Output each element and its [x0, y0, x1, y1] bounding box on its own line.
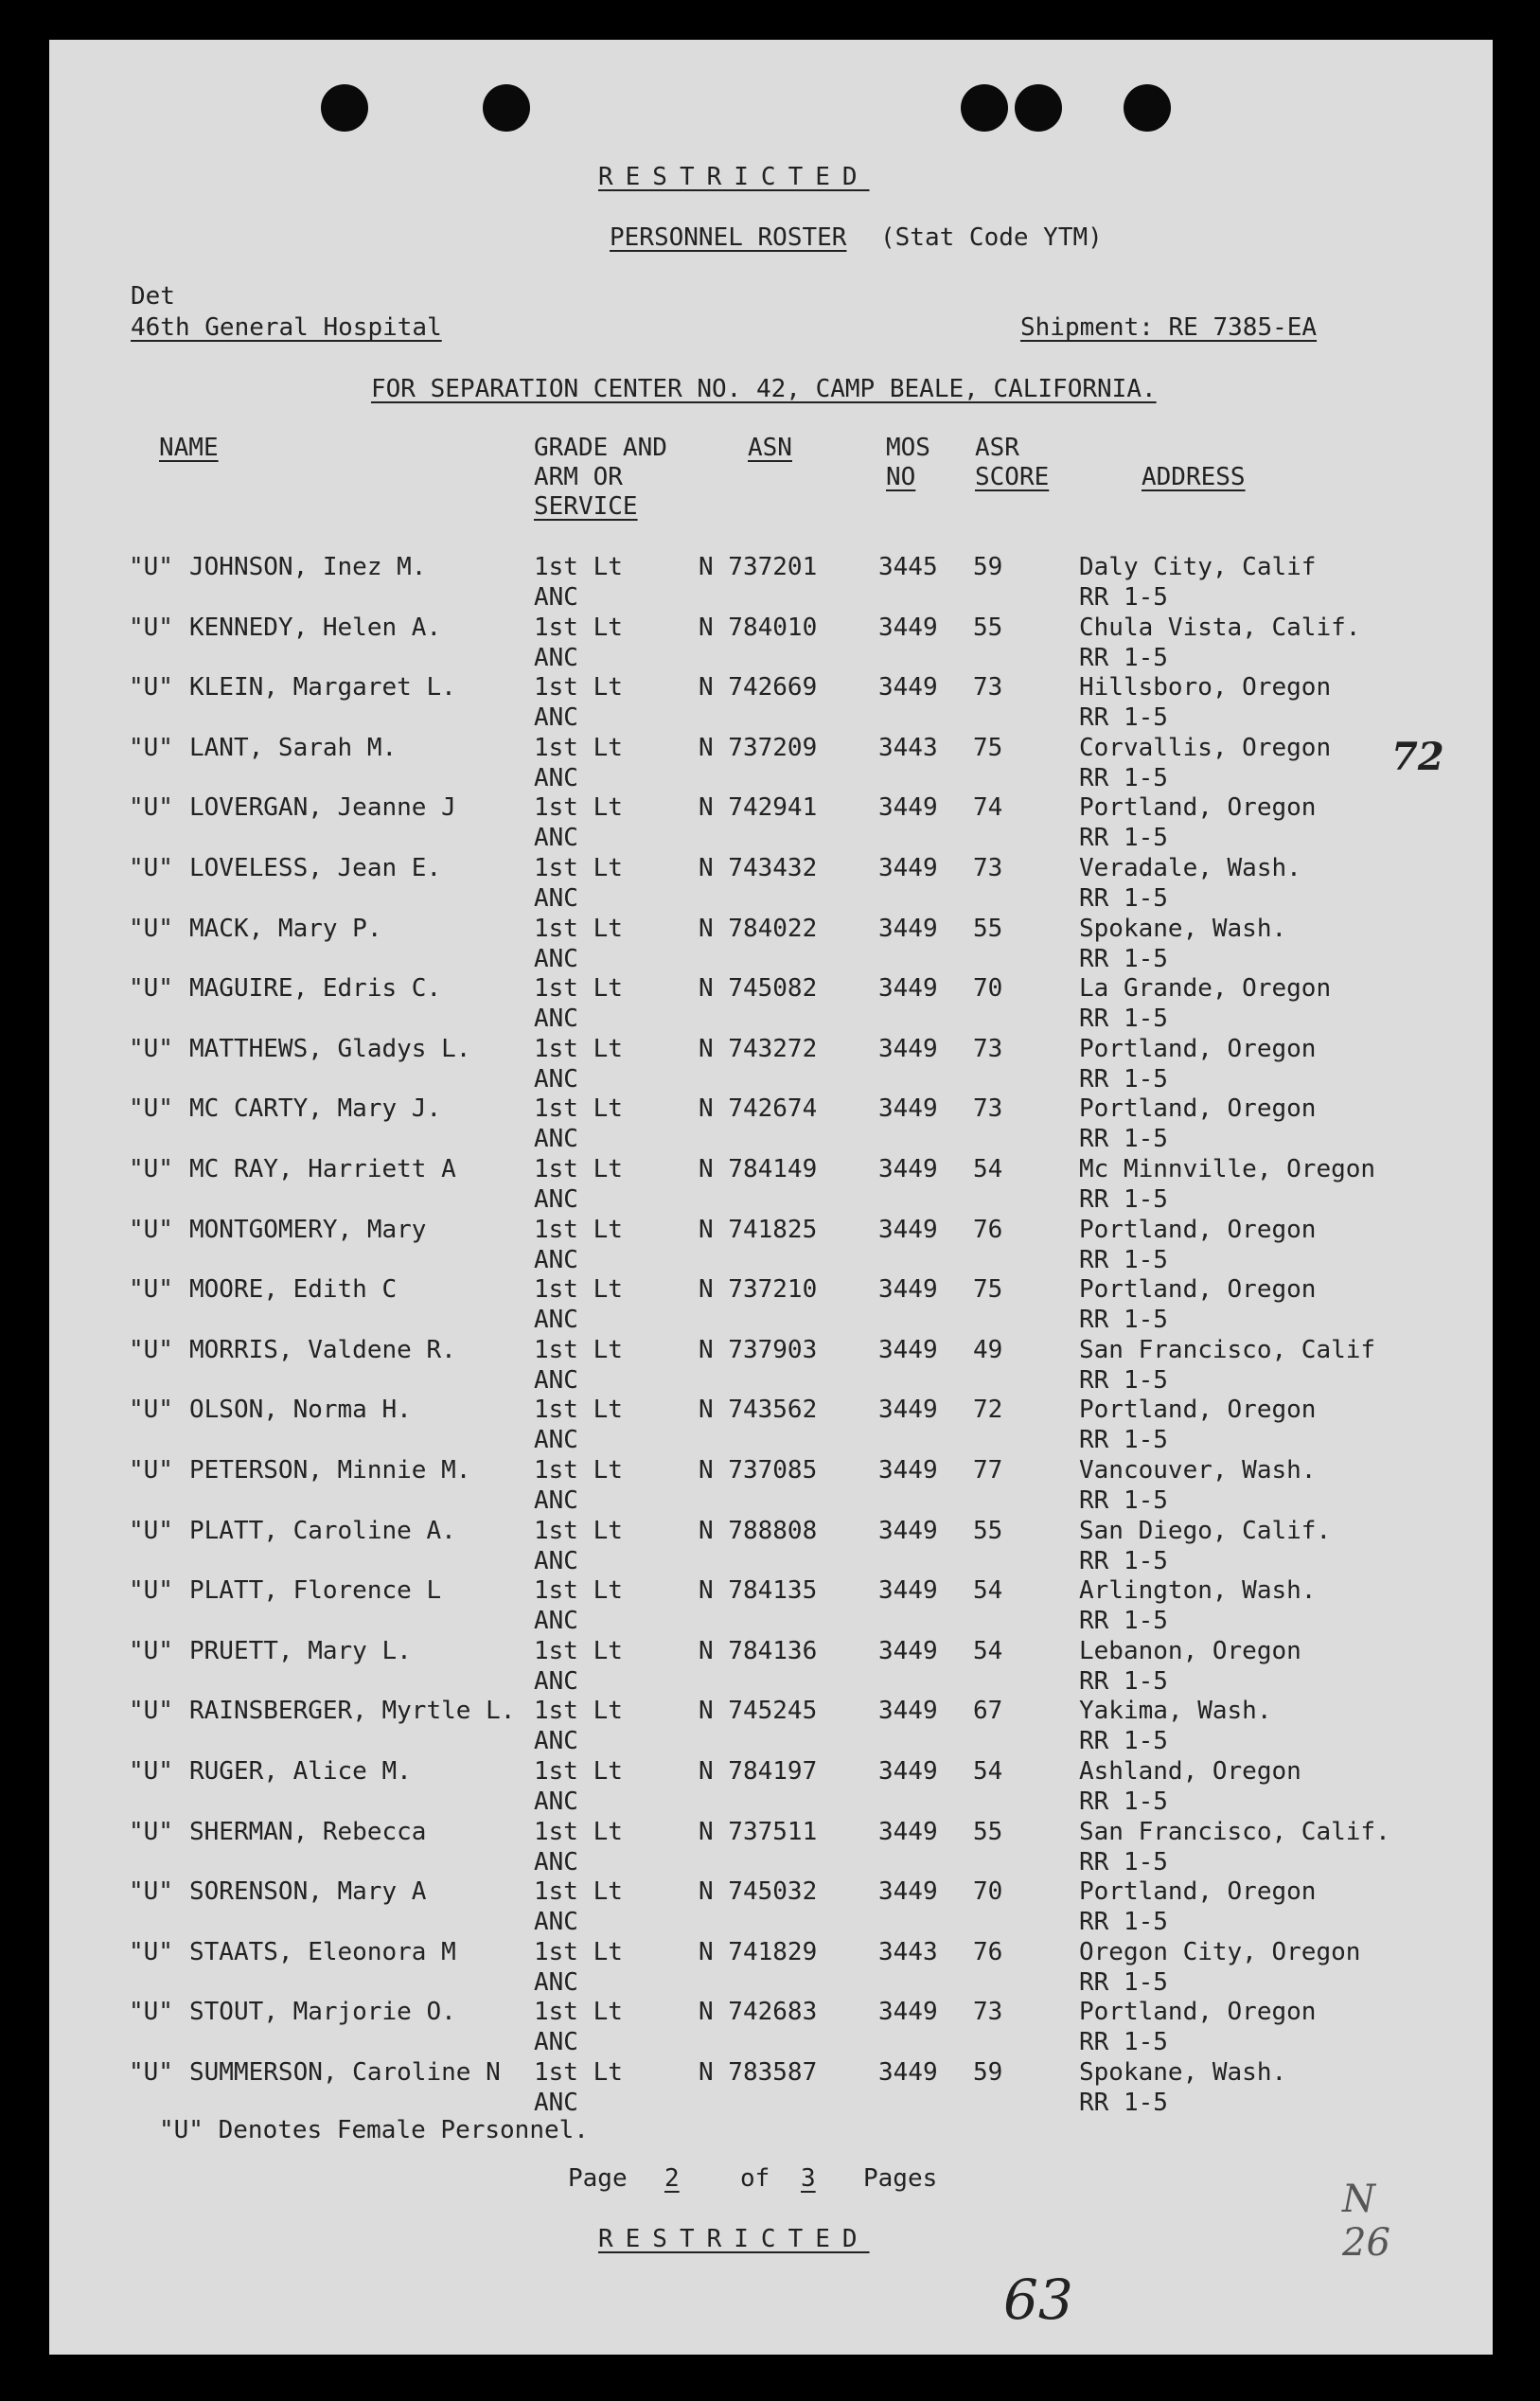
stat-code: (Stat Code YTM) [880, 223, 1103, 252]
row-rr: RR 1-5 [1079, 1306, 1168, 1334]
col-grade-3: SERVICE [534, 492, 638, 521]
row-grade: 1st Lt [534, 1998, 623, 2026]
row-arm: ANC [534, 1426, 578, 1454]
row-name: RUGER, Alice M. [189, 1757, 412, 1786]
row-address: Corvallis, Oregon [1079, 734, 1332, 762]
shipment-number: Shipment: RE 7385-EA [1020, 313, 1318, 342]
row-grade: 1st Lt [534, 1757, 623, 1786]
row-address: Portland, Oregon [1079, 1216, 1317, 1244]
row-mos: 3449 [878, 1275, 938, 1304]
col-score-2: SCORE [975, 463, 1050, 491]
row-arm: ANC [534, 1787, 578, 1816]
row-arm: ANC [534, 1366, 578, 1395]
row-mark: "U" [129, 734, 173, 762]
row-name: LANT, Sarah M. [189, 734, 398, 762]
row-name: STAATS, Eleonora M [189, 1938, 456, 1966]
destination-line: FOR SEPARATION CENTER NO. 42, CAMP BEALE, CALIFORNIA. [371, 375, 1157, 403]
row-rr: RR 1-5 [1079, 884, 1168, 913]
row-name: MATTHEWS, Gladys L. [189, 1035, 471, 1063]
row-score: 70 [973, 974, 1003, 1003]
row-name: LOVERGAN, Jeanne J [189, 793, 456, 822]
row-mos: 3449 [878, 1336, 938, 1364]
row-name: PETERSON, Minnie M. [189, 1456, 471, 1485]
row-mos: 3449 [878, 1697, 938, 1725]
row-rr: RR 1-5 [1079, 1486, 1168, 1515]
row-grade: 1st Lt [534, 2058, 623, 2087]
row-score: 54 [973, 1637, 1003, 1665]
row-name: PLATT, Caroline A. [189, 1517, 456, 1545]
row-rr: RR 1-5 [1079, 1005, 1168, 1033]
page-number: 2 [664, 2164, 680, 2193]
row-arm: ANC [534, 1968, 578, 1997]
row-mark: "U" [129, 1456, 173, 1485]
row-name: MAGUIRE, Edris C. [189, 974, 442, 1003]
row-name: PLATT, Florence L [189, 1576, 442, 1605]
row-grade: 1st Lt [534, 1877, 623, 1906]
row-name: JOHNSON, Inez M. [189, 553, 427, 581]
row-score: 59 [973, 2058, 1003, 2087]
row-mos: 3449 [878, 915, 938, 943]
row-score: 70 [973, 1877, 1003, 1906]
row-asn: N 742941 [699, 793, 818, 822]
row-grade: 1st Lt [534, 614, 623, 642]
row-asn: N 784136 [699, 1637, 818, 1665]
row-rr: RR 1-5 [1079, 583, 1168, 612]
row-name: SUMMERSON, Caroline N [189, 2058, 501, 2087]
punch-hole-1 [321, 84, 368, 132]
row-asn: N 741829 [699, 1938, 818, 1966]
row-address: Chula Vista, Calif. [1079, 614, 1361, 642]
row-score: 73 [973, 1094, 1003, 1123]
row-mark: "U" [129, 1155, 173, 1183]
of-label: of [740, 2164, 770, 2193]
row-score: 76 [973, 1938, 1003, 1966]
row-arm: ANC [534, 1908, 578, 1936]
row-arm: ANC [534, 1125, 578, 1153]
row-arm: ANC [534, 1607, 578, 1635]
det-label: Det [131, 282, 175, 311]
row-grade: 1st Lt [534, 1637, 623, 1665]
row-mark: "U" [129, 1275, 173, 1304]
row-score: 72 [973, 1396, 1003, 1424]
row-arm: ANC [534, 1306, 578, 1334]
row-mos: 3449 [878, 1637, 938, 1665]
row-score: 55 [973, 915, 1003, 943]
row-mos: 3449 [878, 1818, 938, 1846]
row-mark: "U" [129, 1035, 173, 1063]
row-asn: N 737201 [699, 553, 818, 581]
row-arm: ANC [534, 1005, 578, 1033]
row-address: Spokane, Wash. [1079, 2058, 1287, 2087]
row-arm: ANC [534, 644, 578, 672]
row-address: Lebanon, Oregon [1079, 1637, 1301, 1665]
row-arm: ANC [534, 1727, 578, 1755]
row-address: Portland, Oregon [1079, 793, 1317, 822]
row-mos: 3449 [878, 673, 938, 702]
row-mark: "U" [129, 1877, 173, 1906]
row-mark: "U" [129, 1818, 173, 1846]
row-address: La Grande, Oregon [1079, 974, 1332, 1003]
row-mos: 3449 [878, 974, 938, 1003]
col-grade-2: ARM OR [534, 463, 623, 491]
row-address: Veradale, Wash. [1079, 854, 1301, 882]
row-grade: 1st Lt [534, 1336, 623, 1364]
unit-name: 46th General Hospital [131, 313, 442, 342]
row-asn: N 742674 [699, 1094, 818, 1123]
row-asn: N 745082 [699, 974, 818, 1003]
row-address: Daly City, Calif [1079, 553, 1317, 581]
row-mark: "U" [129, 1396, 173, 1424]
row-address: Yakima, Wash. [1079, 1697, 1272, 1725]
row-rr: RR 1-5 [1079, 1125, 1168, 1153]
row-rr: RR 1-5 [1079, 1968, 1168, 1997]
row-rr: RR 1-5 [1079, 1246, 1168, 1274]
row-rr: RR 1-5 [1079, 644, 1168, 672]
row-score: 75 [973, 1275, 1003, 1304]
row-rr: RR 1-5 [1079, 2028, 1168, 2056]
row-score: 73 [973, 1998, 1003, 2026]
row-arm: ANC [534, 764, 578, 792]
row-name: KLEIN, Margaret L. [189, 673, 456, 702]
row-name: MACK, Mary P. [189, 915, 382, 943]
row-score: 73 [973, 673, 1003, 702]
row-asn: N 742669 [699, 673, 818, 702]
row-mos: 3449 [878, 2058, 938, 2087]
row-grade: 1st Lt [534, 1275, 623, 1304]
row-rr: RR 1-5 [1079, 1908, 1168, 1936]
row-arm: ANC [534, 1667, 578, 1696]
row-rr: RR 1-5 [1079, 703, 1168, 732]
row-address: Portland, Oregon [1079, 1035, 1317, 1063]
row-mark: "U" [129, 1216, 173, 1244]
row-mark: "U" [129, 1637, 173, 1665]
row-asn: N 737085 [699, 1456, 818, 1485]
row-grade: 1st Lt [534, 1456, 623, 1485]
row-mos: 3449 [878, 854, 938, 882]
row-arm: ANC [534, 2089, 578, 2117]
row-address: Portland, Oregon [1079, 1094, 1317, 1123]
row-mark: "U" [129, 793, 173, 822]
row-name: KENNEDY, Helen A. [189, 614, 442, 642]
row-score: 67 [973, 1697, 1003, 1725]
col-mos-2: NO [886, 463, 916, 491]
row-mos: 3449 [878, 1396, 938, 1424]
row-asn: N 737209 [699, 734, 818, 762]
row-arm: ANC [534, 1246, 578, 1274]
row-address: Oregon City, Oregon [1079, 1938, 1361, 1966]
row-mos: 3449 [878, 793, 938, 822]
row-rr: RR 1-5 [1079, 1547, 1168, 1575]
row-score: 54 [973, 1155, 1003, 1183]
row-mark: "U" [129, 915, 173, 943]
row-asn: N 741825 [699, 1216, 818, 1244]
row-grade: 1st Lt [534, 1094, 623, 1123]
row-arm: ANC [534, 1185, 578, 1214]
row-mos: 3449 [878, 1035, 938, 1063]
row-asn: N 784197 [699, 1757, 818, 1786]
page-label: Page [568, 2164, 628, 2193]
col-address: ADDRESS [1142, 463, 1246, 491]
row-grade: 1st Lt [534, 974, 623, 1003]
row-score: 73 [973, 1035, 1003, 1063]
row-score: 77 [973, 1456, 1003, 1485]
row-address: Vancouver, Wash. [1079, 1456, 1317, 1485]
row-grade: 1st Lt [534, 673, 623, 702]
row-mos: 3443 [878, 1938, 938, 1966]
row-rr: RR 1-5 [1079, 1426, 1168, 1454]
row-arm: ANC [534, 1486, 578, 1515]
row-mark: "U" [129, 1697, 173, 1725]
row-name: MORRIS, Valdene R. [189, 1336, 456, 1364]
row-score: 49 [973, 1336, 1003, 1364]
row-address: Ashland, Oregon [1079, 1757, 1301, 1786]
margin-number: 72 [1391, 735, 1444, 779]
punch-hole-4 [1015, 84, 1062, 132]
row-mark: "U" [129, 673, 173, 702]
row-grade: 1st Lt [534, 734, 623, 762]
roster-title: PERSONNEL ROSTER [610, 223, 847, 252]
row-score: 54 [973, 1576, 1003, 1605]
row-asn: N 743272 [699, 1035, 818, 1063]
row-score: 75 [973, 734, 1003, 762]
footnote: "U" Denotes Female Personnel. [159, 2116, 589, 2144]
row-mos: 3449 [878, 1456, 938, 1485]
row-asn: N 737210 [699, 1275, 818, 1304]
row-grade: 1st Lt [534, 854, 623, 882]
row-score: 55 [973, 1818, 1003, 1846]
row-mos: 3449 [878, 614, 938, 642]
row-mos: 3449 [878, 1094, 938, 1123]
row-asn: N 742683 [699, 1998, 818, 2026]
row-rr: RR 1-5 [1079, 1848, 1168, 1876]
row-name: LOVELESS, Jean E. [189, 854, 442, 882]
row-score: 55 [973, 614, 1003, 642]
row-name: SORENSON, Mary A [189, 1877, 427, 1906]
row-asn: N 788808 [699, 1517, 818, 1545]
row-rr: RR 1-5 [1079, 1607, 1168, 1635]
row-score: 74 [973, 793, 1003, 822]
col-mos-1: MOS [886, 434, 930, 462]
row-score: 73 [973, 854, 1003, 882]
row-grade: 1st Lt [534, 1216, 623, 1244]
row-address: San Francisco, Calif [1079, 1336, 1376, 1364]
row-arm: ANC [534, 1547, 578, 1575]
page-total: 3 [801, 2164, 816, 2193]
row-asn: N 743562 [699, 1396, 818, 1424]
row-mos: 3449 [878, 1877, 938, 1906]
row-asn: N 784010 [699, 614, 818, 642]
row-rr: RR 1-5 [1079, 824, 1168, 852]
row-name: MC RAY, Harriett A [189, 1155, 456, 1183]
row-grade: 1st Lt [534, 793, 623, 822]
row-rr: RR 1-5 [1079, 1185, 1168, 1214]
row-grade: 1st Lt [534, 1517, 623, 1545]
row-asn: N 737511 [699, 1818, 818, 1846]
col-score-1: ASR [975, 434, 1019, 462]
pages-label: Pages [863, 2164, 938, 2193]
row-address: Portland, Oregon [1079, 1396, 1317, 1424]
row-asn: N 737903 [699, 1336, 818, 1364]
row-arm: ANC [534, 1065, 578, 1094]
row-mark: "U" [129, 1517, 173, 1545]
row-mark: "U" [129, 1998, 173, 2026]
row-address: Mc Minnville, Oregon [1079, 1155, 1376, 1183]
row-grade: 1st Lt [534, 1396, 623, 1424]
corner-mark: N 26 [1342, 2178, 1390, 2265]
row-arm: ANC [534, 703, 578, 732]
row-mark: "U" [129, 974, 173, 1003]
row-rr: RR 1-5 [1079, 2089, 1168, 2117]
punch-hole-2 [483, 84, 530, 132]
row-rr: RR 1-5 [1079, 1727, 1168, 1755]
row-grade: 1st Lt [534, 1155, 623, 1183]
row-address: Spokane, Wash. [1079, 915, 1287, 943]
row-rr: RR 1-5 [1079, 945, 1168, 973]
row-asn: N 784149 [699, 1155, 818, 1183]
row-rr: RR 1-5 [1079, 1065, 1168, 1094]
row-score: 54 [973, 1757, 1003, 1786]
row-grade: 1st Lt [534, 1697, 623, 1725]
row-arm: ANC [534, 945, 578, 973]
row-rr: RR 1-5 [1079, 1787, 1168, 1816]
restricted-bottom: RESTRICTED [598, 2225, 870, 2253]
row-address: Arlington, Wash. [1079, 1576, 1317, 1605]
row-asn: N 784022 [699, 915, 818, 943]
row-mark: "U" [129, 1576, 173, 1605]
row-mark: "U" [129, 1094, 173, 1123]
row-address: Portland, Oregon [1079, 1877, 1317, 1906]
row-address: Hillsboro, Oregon [1079, 673, 1332, 702]
row-asn: N 745245 [699, 1697, 818, 1725]
row-grade: 1st Lt [534, 1035, 623, 1063]
row-mos: 3443 [878, 734, 938, 762]
row-mos: 3449 [878, 1216, 938, 1244]
row-arm: ANC [534, 2028, 578, 2056]
row-name: OLSON, Norma H. [189, 1396, 412, 1424]
row-address: San Diego, Calif. [1079, 1517, 1332, 1545]
restricted-top: RESTRICTED [598, 163, 870, 191]
row-name: MC CARTY, Mary J. [189, 1094, 442, 1123]
row-name: STOUT, Marjorie O. [189, 1998, 456, 2026]
row-score: 76 [973, 1216, 1003, 1244]
col-grade-1: GRADE AND [534, 434, 667, 462]
row-mark: "U" [129, 1757, 173, 1786]
row-name: SHERMAN, Rebecca [189, 1818, 427, 1846]
row-address: Portland, Oregon [1079, 1275, 1317, 1304]
row-name: MONTGOMERY, Mary [189, 1216, 427, 1244]
row-grade: 1st Lt [534, 1576, 623, 1605]
bottom-number: 63 [1003, 2268, 1073, 2332]
row-mark: "U" [129, 854, 173, 882]
row-rr: RR 1-5 [1079, 1667, 1168, 1696]
row-asn: N 743432 [699, 854, 818, 882]
row-mos: 3449 [878, 1155, 938, 1183]
row-name: PRUETT, Mary L. [189, 1637, 412, 1665]
row-mark: "U" [129, 553, 173, 581]
row-arm: ANC [534, 824, 578, 852]
row-grade: 1st Lt [534, 915, 623, 943]
row-mark: "U" [129, 1336, 173, 1364]
row-rr: RR 1-5 [1079, 764, 1168, 792]
row-rr: RR 1-5 [1079, 1366, 1168, 1395]
row-mark: "U" [129, 614, 173, 642]
row-name: RAINSBERGER, Myrtle L. [189, 1697, 516, 1725]
row-asn: N 784135 [699, 1576, 818, 1605]
row-arm: ANC [534, 884, 578, 913]
row-score: 59 [973, 553, 1003, 581]
row-mos: 3449 [878, 1757, 938, 1786]
punch-hole-5 [1124, 84, 1171, 132]
row-arm: ANC [534, 583, 578, 612]
row-grade: 1st Lt [534, 553, 623, 581]
row-grade: 1st Lt [534, 1938, 623, 1966]
row-mos: 3445 [878, 553, 938, 581]
row-grade: 1st Lt [534, 1818, 623, 1846]
row-arm: ANC [534, 1848, 578, 1876]
row-mos: 3449 [878, 1517, 938, 1545]
row-address: Portland, Oregon [1079, 1998, 1317, 2026]
row-asn: N 745032 [699, 1877, 818, 1906]
row-score: 55 [973, 1517, 1003, 1545]
row-mos: 3449 [878, 1998, 938, 2026]
col-name: NAME [159, 434, 219, 462]
row-mark: "U" [129, 2058, 173, 2087]
col-asn: ASN [748, 434, 792, 462]
row-asn: N 783587 [699, 2058, 818, 2087]
row-mark: "U" [129, 1938, 173, 1966]
punch-hole-3 [961, 84, 1008, 132]
row-name: MOORE, Edith C [189, 1275, 398, 1304]
row-mos: 3449 [878, 1576, 938, 1605]
row-address: San Francisco, Calif. [1079, 1818, 1390, 1846]
